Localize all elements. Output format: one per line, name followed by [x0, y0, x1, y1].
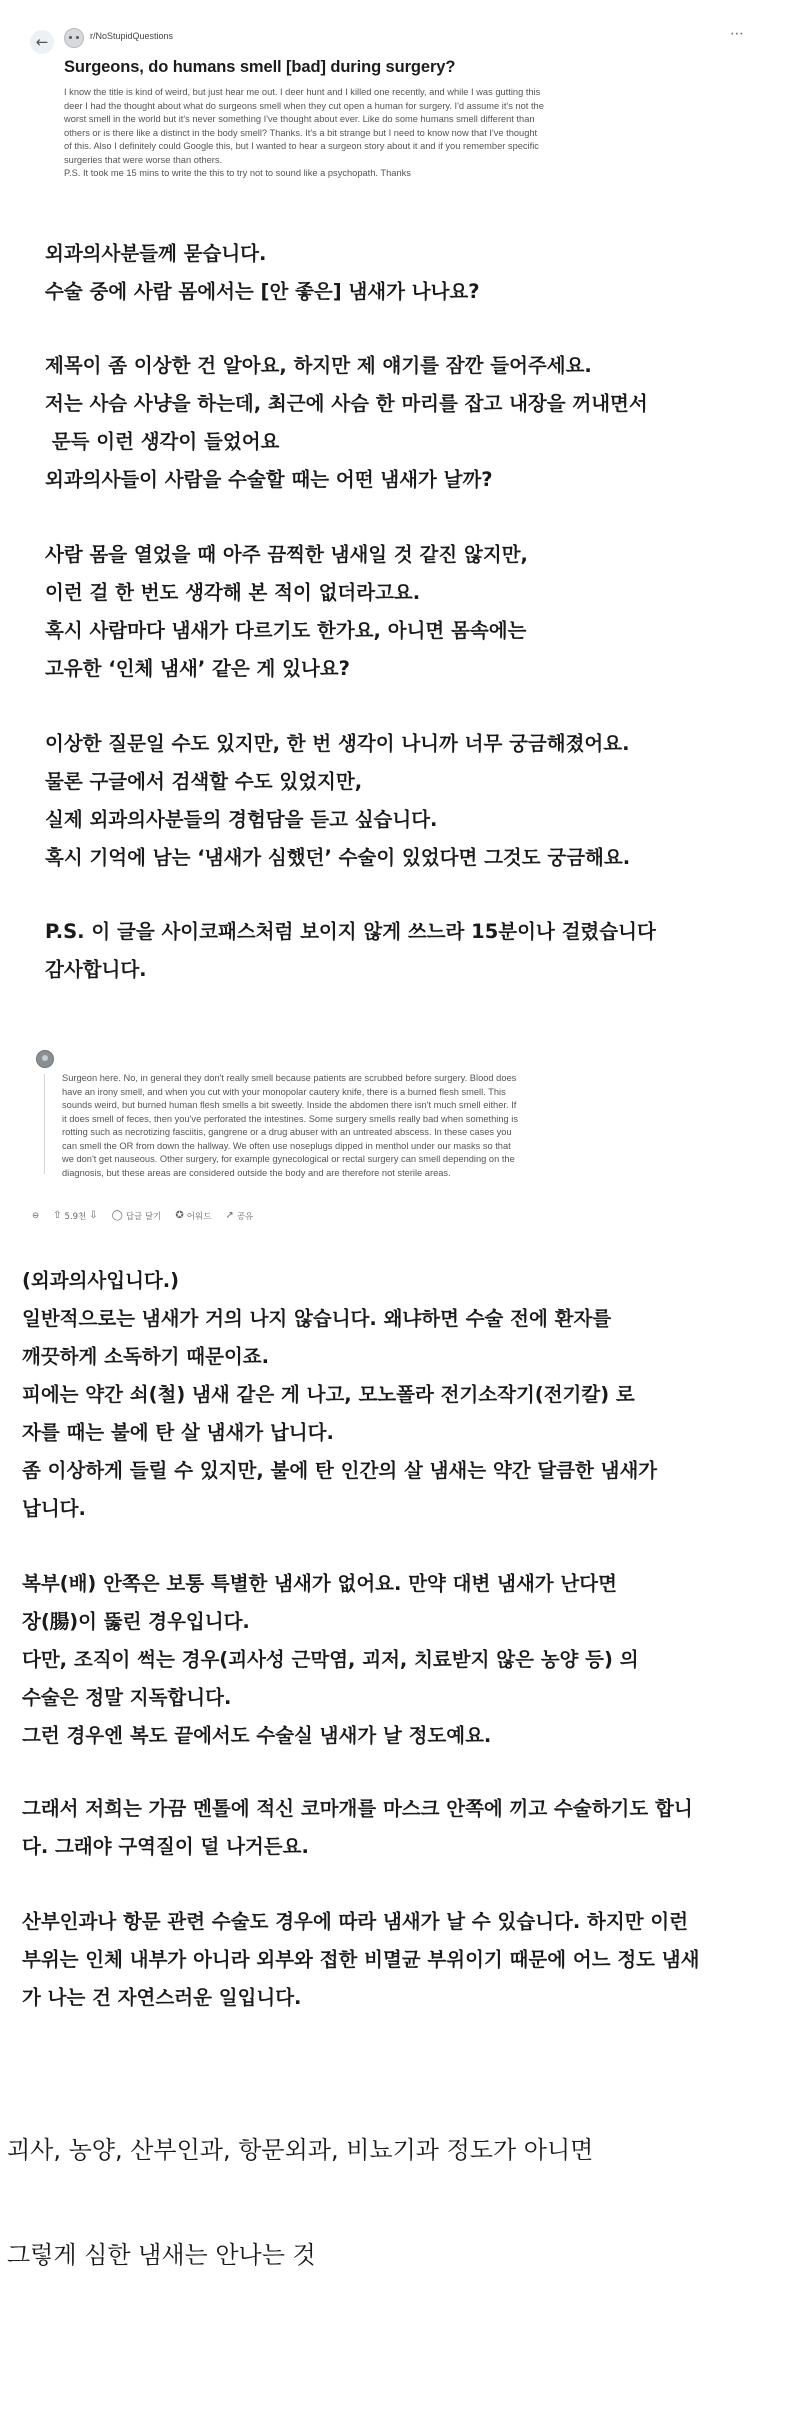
award-button[interactable] [175, 1210, 211, 1222]
downvote-icon[interactable]: ⇩ [89, 1210, 98, 1221]
subreddit-name[interactable]: r/NoStupidQuestions [90, 31, 174, 41]
upvote-icon[interactable]: ⇧ [53, 1210, 62, 1221]
vote-control[interactable] [53, 1210, 98, 1222]
post-ps: P.S. It took me 15 mins to write the this to try not to sound like a psychopath. Thanks [64, 168, 411, 178]
post-translation-para-3 [45, 725, 785, 877]
translation-line: 자를 때는 불에 탄 살 냄새가 납니다. [22, 1421, 334, 1444]
comment-translation-para-4 [22, 1903, 762, 2017]
translation-line: 감사합니다. [45, 958, 147, 981]
comment-translation-para-3 [22, 1790, 762, 1866]
upvote-count: 5.9천 [64, 1212, 87, 1222]
post-translation-para-1 [45, 347, 785, 499]
collapse-thread-icon[interactable]: ⊖ [32, 1211, 40, 1221]
translation-line: 물론 구글에서 검색할 수도 있었지만, [45, 770, 363, 793]
post-body-line: worst smell in the world but it's never something I've thought about ever. Like do some humans smell different than [64, 114, 535, 124]
thread-line[interactable] [44, 1074, 45, 1174]
post-translation-para-2 [45, 536, 785, 688]
comment-body-line: Surgeon here. No, in general they don't really smell because patients are scrubbed before surgery. Blood does [62, 1073, 517, 1083]
translation-line: P.S. 이 글을 사이코패스처럼 보이지 않게 쓰느라 15분이나 걸렸습니다 [45, 920, 656, 943]
translation-line: 복부(배) 안쪽은 보통 특별한 냄새가 없어요. 만약 대변 냄새가 난다면 [22, 1572, 617, 1595]
translation-line: 다. 그래야 구역질이 덜 나거든요. [22, 1835, 309, 1858]
reddit-comment-screenshot [22, 1040, 782, 1240]
award-icon: ✪ [175, 1210, 184, 1221]
translation-line: 일반적으로는 냄새가 거의 나지 않습니다. 왜냐하면 수술 전에 환자를 [22, 1307, 612, 1330]
comment-body-line: sounds weird, but burned human flesh smells a bit sweetly. Inside the abdomen there isn't much smell either. If [62, 1100, 517, 1110]
translation-line: 부위는 인체 내부가 아니라 외부와 접한 비멸균 부위이기 때문에 어느 정도 냄새 [22, 1948, 700, 1971]
translation-line: 다만, 조직이 썩는 경우(괴사성 근막염, 괴저, 치료받지 않은 농양 등) 의 [22, 1648, 639, 1671]
post-body-line: surgeries that were worse than others. [64, 154, 223, 165]
translation-line: 좀 이상하게 들릴 수 있지만, 불에 탄 인간의 살 냄새는 약간 달큼한 냄새가 [22, 1459, 658, 1482]
translation-line: 수술 중에 사람 몸에서는 [안 좋은] 냄새가 나나요? [45, 280, 480, 303]
translation-line: 그래서 저희는 가끔 멘톨에 적신 코마개를 마스크 안쪽에 끼고 수술하기도 합니 [22, 1797, 693, 1820]
user-avatar-icon[interactable] [36, 1050, 54, 1068]
translation-line: 그런 경우엔 복도 끝에서도 수술실 냄새가 날 정도예요. [22, 1724, 492, 1747]
more-options-icon[interactable]: ⋯ [730, 26, 744, 42]
translation-line: 장(腸)이 뚫린 경우입니다. [22, 1610, 250, 1633]
reply-label: 답글 달기 [125, 1212, 162, 1222]
comment-body [62, 1072, 752, 1180]
translation-line: 고유한 ‘인체 냄새’ 같은 게 있나요? [45, 657, 350, 680]
comment-action-bar [32, 1208, 253, 1224]
post-translation-title [45, 235, 785, 311]
share-icon: ↗ [225, 1210, 234, 1221]
translation-line: 실제 외과의사분들의 경험담을 듣고 싶습니다. [45, 808, 438, 831]
translation-line: 납니다. [22, 1497, 86, 1520]
translation-line: 혹시 사람마다 냄새가 다르기도 한가요, 아니면 몸속에는 [45, 619, 527, 642]
post-translation-ps [45, 913, 785, 989]
comment-body-line: can smell the OR from down the hallway. We often use noseplugs dipped in menthol under our masks so that [62, 1140, 511, 1151]
reply-button[interactable] [112, 1210, 162, 1222]
post-title: Surgeons, do humans smell [bad] during surgery? [64, 58, 456, 76]
summary-line-2: 그렇게 심한 냄새는 안나는 것 [7, 2241, 316, 2269]
subreddit-avatar-icon[interactable] [64, 28, 84, 48]
translation-line: 혹시 기억에 남는 ‘냄새가 심했던’ 수술이 있었다면 그것도 궁금해요. [45, 846, 631, 869]
post-body-line: I know the title is kind of weird, but just hear me out. I deer hunt and I killed one recently, and while I was gutting this [64, 87, 541, 97]
summary-line-1: 괴사, 농양, 산부인과, 항문외과, 비뇨기과 정도가 아니면 [7, 2136, 594, 2164]
award-label: 어워드 [186, 1212, 212, 1222]
comment-body-line: rotting such as necrotizing fasciitis, gangrene or a drug abuser with an untreated abscess. In these cases you [62, 1127, 512, 1137]
translation-line: 수술은 정말 지독합니다. [22, 1686, 232, 1709]
translation-line: (외과의사입니다.) [22, 1269, 180, 1292]
post-body-line: deer I had the thought about what do surgeons smell when they cut open a human for surgery. I'd assume it's not the [64, 100, 544, 111]
post-body [64, 86, 754, 167]
post-body-line: others or is there like a distinct in the body smell? Thanks. It's a bit strange but I need to know now that I've thought [64, 127, 538, 138]
post-body-line: of this. Also I definitely could Google this, but I wanted to hear a surgeon story about it and if you remember specific [64, 141, 539, 151]
comment-translation-para-2 [22, 1565, 762, 1755]
share-label: 공유 [236, 1212, 254, 1222]
translation-line: 제목이 좀 이상한 건 알아요, 하지만 제 얘기를 잠깐 들어주세요. [45, 354, 592, 377]
speech-bubble-icon: ◯ [111, 1210, 123, 1221]
translation-line: 외과의사분들께 묻습니다. [45, 242, 267, 265]
comment-body-line: it does smell of feces, then you've perforated the intestines. Some surgery smells really bad when something is [62, 1113, 519, 1124]
translation-line: 문득 이런 생각이 들었어요 [45, 430, 280, 453]
translation-line: 이상한 질문일 수도 있지만, 한 번 생각이 나니까 너무 궁금해졌어요. [45, 732, 630, 755]
translation-line: 이런 걸 한 번도 생각해 본 적이 없더라고요. [45, 581, 421, 604]
translation-line: 산부인과나 항문 관련 수술도 경우에 따라 냄새가 날 수 있습니다. 하지만 이런 [22, 1910, 689, 1933]
comment-body-line: diagnosis, but these areas are considered outside the body and are therefore not sterile areas. [62, 1167, 451, 1178]
translation-line: 저는 사슴 사냥을 하는데, 최근에 사슴 한 마리를 잡고 내장을 꺼내면서 [45, 392, 648, 415]
comment-body-line: have an irony smell, and when you cut with your monopolar cautery knife, there is a burned flesh smell. This [62, 1086, 506, 1097]
comment-translation-para-1 [22, 1262, 762, 1528]
reddit-post-screenshot [22, 16, 782, 194]
comment-body-line: we don't get nauseous. Other surgery, for example gynecological or rectal surgery can smell depending on the [62, 1154, 515, 1164]
translation-line: 깨끗하게 소독하기 때문이죠. [22, 1345, 270, 1368]
share-button[interactable] [225, 1210, 253, 1222]
translation-line: 사람 몸을 열었을 때 아주 끔찍한 냄새일 것 같진 않지만, [45, 543, 528, 566]
translation-line: 피에는 약간 쇠(철) 냄새 같은 게 나고, 모노폴라 전기소작기(전기칼) 로 [22, 1383, 635, 1406]
translation-line: 가 나는 건 자연스러운 일입니다. [22, 1986, 302, 2009]
back-arrow-icon[interactable]: ← [30, 30, 54, 54]
translation-line: 외과의사들이 사람을 수술할 때는 어떤 냄새가 날까? [45, 468, 493, 491]
